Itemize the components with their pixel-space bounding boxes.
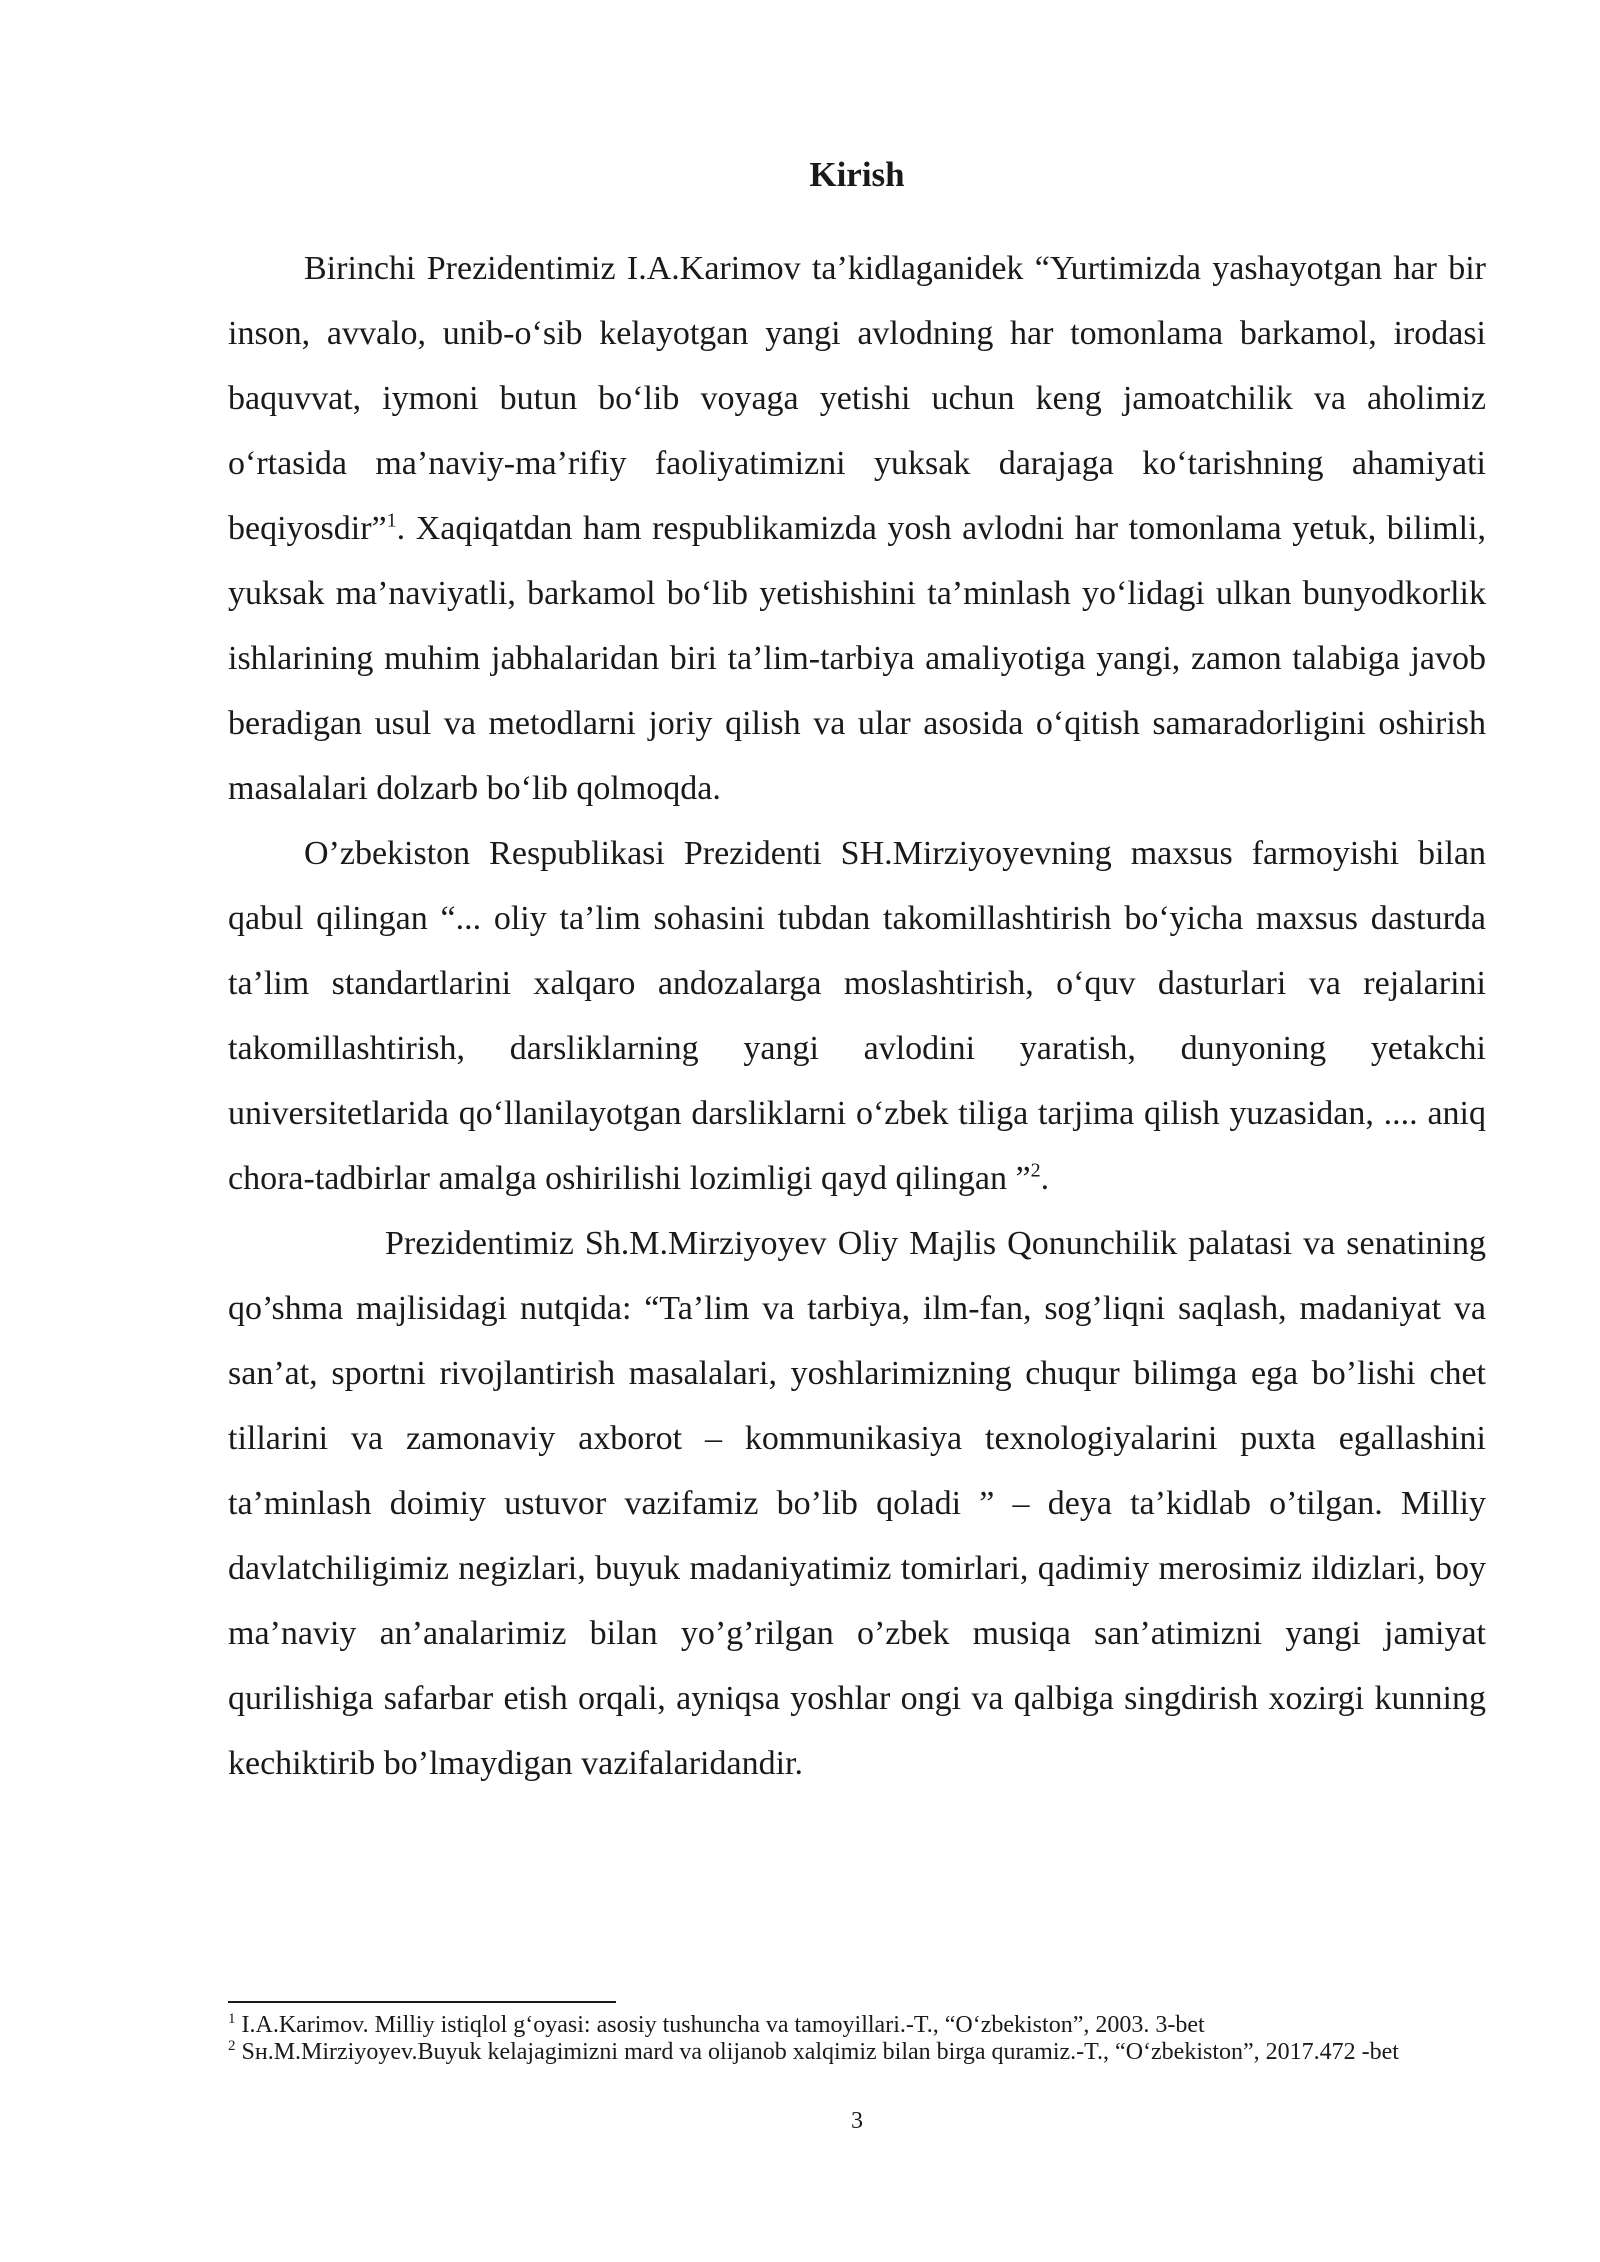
- footnote-1: [228, 2012, 1486, 2039]
- footnote-1-text: I.A.Karimov. Milliy istiqlol g‘oyasi: asosiy tushuncha va tamoyillari.-T., “O‘zbekiston”, 2003. 3-bet: [241, 2012, 1205, 2038]
- paragraph-2-text: O’zbekiston Respublikasi Prezidenti SH.Mirziyoyevning maxsus farmoyishi bilan qabul qilingan “... oliy ta’lim sohasini tubdan takomillashtirish bo‘yicha maxsus dasturda ta’lim standartlarini xalqaro andozalarga moslashtirish, o‘quv dasturlari va rejalarini takomillashtirish, darsliklarning yangi avlodini yaratish, dunyoning yetakchi universitetlarida qo‘llanilayotgan darsliklarni o‘zbek tiliga tarjima qilish yuzasidan, .... aniq chora-tadbirlar amalga oshirilishi lozimligi qayd qilingan ”: [228, 835, 1486, 1197]
- paragraph-3-text: Prezidentimiz Sh.M.Mirziyoyev Oliy Majlis Qonunchilik palatasi va senatining qo’shma majlisidagi nutqida: “Ta’lim va tarbiya, ilm-fan, sog’liqni saqlash, madaniyat va san’at, sportni rivojlantirish masalalari, yoshlarimizning chuqur bilimga ega bo’lishi chet tillarini va zamonaviy axborot – kommunikasiya texnologiyalarini puxta egallashini ta’minlash doimiy ustuvor vazifamiz bo’lib qoladi ” – deya ta’kidlab o’tilgan. Milliy davlatchiligimiz negizlari, buyuk madaniyatimiz tomirlari, qadimiy merosimiz ildizlari, boy ma’naviy an’analarimiz bilan yo’g’rilgan o’zbek musiqa san’atimizni yangi jamiyat qurilishiga safarbar etish orqali, ayniqsa yoshlar ongi va qalbiga singdirish xozirgi kunning kechiktirib bo’lmaydigan vazifalaridandir.: [228, 1225, 1486, 1782]
- paragraph-1: [228, 236, 1486, 821]
- footnote-2-number: 2: [228, 2038, 236, 2054]
- document-page: [228, 0, 1486, 2262]
- paragraph-1-text: Birinchi Prezidentimiz I.A.Karimov ta’kidlaganidek “Yurtimizda yashayotgan har bir inson, avvalo, unib-o‘sib kelayotgan yangi avlodning har tomonlama barkamol, irodasi baquvvat, iymoni butun bo‘lib voyaga yetishi uchun keng jamoatchilik va aholimiz o‘rtasida ma’naviy-ma’rifiy faoliyatimizni yuksak darajaga ko‘tarishning ahamiyati beqiyosdir”: [228, 250, 1486, 547]
- section-title: Kirish: [809, 155, 905, 194]
- paragraph-3: [228, 1211, 1486, 1796]
- paragraph-2: [228, 821, 1486, 1211]
- footnote-2: [228, 2039, 1486, 2066]
- paragraph-1-continuation: . Xaqiqatdan ham respublikamizda yosh avlodni har tomonlama yetuk, bilimli, yuksak ma’naviyatli, barkamol bo‘lib yetishishini ta’minlash yo‘lidagi ulkan bunyodkorlik ishlarining muhim jabhalaridan biri ta’lim-tarbiya amaliyotiga yangi, zamon talabiga javob beradigan usul va metodlarni joriy qilish va ular asosida o‘qitish samaradorligini oshirish masalalari dolzarb bo‘lib qolmoqda.: [228, 510, 1486, 807]
- page-number: 3: [851, 2108, 863, 2134]
- footnote-2-text: Sн.M.Mirziyoyev.Buyuk kelajagimizni mard va olijanob xalqimiz bilan birga quramiz.-T., “O‘zbekiston”, 2017.472 -bet: [241, 2039, 1399, 2065]
- paragraph-2-continuation: .: [1040, 1160, 1050, 1197]
- body-text: [228, 236, 1486, 1796]
- footnotes: [228, 2012, 1486, 2066]
- footnote-1-number: 1: [228, 2011, 236, 2027]
- footnote-separator: [228, 2001, 616, 2003]
- footnote-ref-1[interactable]: 1: [386, 509, 397, 532]
- footnote-ref-2[interactable]: 2: [1030, 1159, 1041, 1182]
